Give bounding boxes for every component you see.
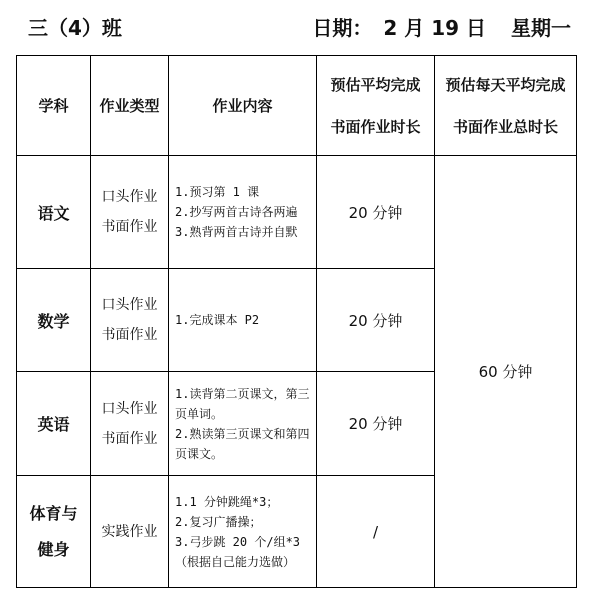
row-content (169, 476, 317, 588)
date-label: 日期： (312, 16, 373, 40)
table-header-row (17, 56, 577, 156)
row-types (91, 476, 169, 588)
header-est-time-line1: 预估平均完成 (330, 75, 421, 94)
page-header (0, 8, 591, 42)
daily-total: 60 分钟 (435, 156, 577, 588)
row-types (91, 156, 169, 269)
row-subject-line2: 健身 (37, 539, 70, 559)
header-content: 作业内容 (169, 56, 317, 156)
row-subject: 数学 (17, 269, 91, 372)
row-content (169, 156, 317, 269)
homework-table (16, 55, 577, 588)
content-item: 2.复习广播操； (175, 514, 262, 529)
content-item: 1.完成课本 P2 (175, 313, 260, 327)
row-types (91, 372, 169, 476)
type-item: 口头作业 (101, 297, 158, 313)
row-types (91, 269, 169, 372)
header-type: 作业类型 (91, 56, 169, 156)
row-time: 20 分钟 (317, 372, 435, 476)
header-subject: 学科 (17, 56, 91, 156)
content-item: 1.1 分钟跳绳*3； (175, 494, 279, 509)
date-line (308, 12, 571, 41)
row-content (169, 372, 317, 476)
row-subject: 语文 (17, 156, 91, 269)
class-name: 三（4）班 (28, 16, 122, 40)
type-item: 口头作业 (101, 189, 158, 205)
type-item: 实践作业 (101, 523, 158, 540)
content-item: 3.弓步跳 20 个/组*3（根据自己能力选做） (175, 534, 301, 569)
type-item: 书面作业 (101, 430, 158, 447)
content-item: 1.读背第二页课文，第三页单词。 (175, 386, 310, 421)
row-time: 20 分钟 (317, 269, 435, 372)
row-content (169, 269, 317, 372)
row-time: / (317, 476, 435, 588)
header-daily-total (435, 56, 577, 156)
row-subject (17, 476, 91, 588)
row-time: 20 分钟 (317, 156, 435, 269)
content-item: 1.预习第 1 课 (175, 185, 260, 199)
table-row (17, 156, 577, 269)
header-daily-total-line2: 书面作业总时长 (452, 117, 558, 136)
type-item: 书面作业 (101, 219, 158, 235)
weekday: 星期一 (511, 16, 571, 40)
date-value: 2 月 19 日 (383, 16, 487, 40)
type-item: 书面作业 (101, 327, 158, 343)
header-est-time-line2: 书面作业时长 (330, 117, 421, 136)
content-item: 3.熟背两首古诗并自默 (175, 225, 298, 239)
row-subject-line1: 体育与 (29, 503, 78, 523)
content-item: 2.抄写两首古诗各两遍 (175, 205, 298, 219)
type-item: 口头作业 (101, 400, 158, 417)
header-est-time (317, 56, 435, 156)
row-subject: 英语 (17, 372, 91, 476)
header-daily-total-line1: 预估每天平均完成 (445, 75, 566, 94)
content-item: 2.熟读第三页课文和第四页课文。 (175, 426, 310, 461)
